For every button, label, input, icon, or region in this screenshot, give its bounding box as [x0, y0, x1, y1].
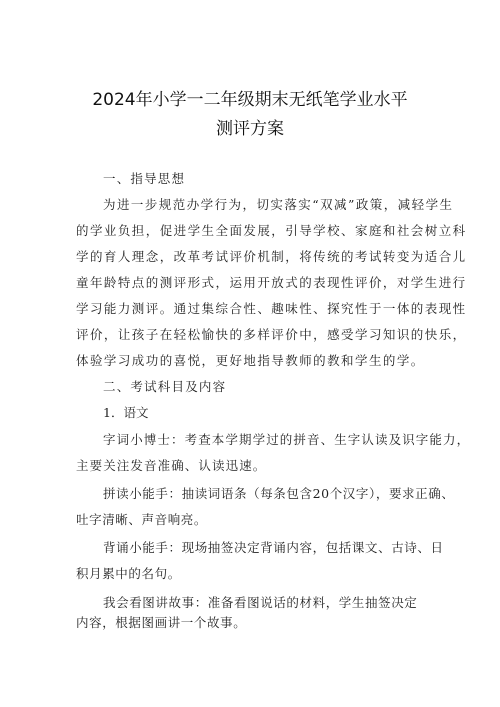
section-heading-guiding-thought: 一、指导思想 [103, 171, 186, 186]
paragraph-line: 评价，让孩子在轻松愉快的多样评价中，感受学习知识的快乐， [76, 327, 467, 342]
paragraph-line: 积月累中的名句。 [76, 566, 181, 581]
paragraph-line: 童年龄特点的测评形式，运用开放式的表现性评价，对学生进行 [76, 275, 467, 290]
paragraph-line: 字词小博士：考查本学期学过的拼音、生字认读及识字能力， [103, 432, 471, 447]
section-heading-exam-subjects: 二、考试科目及内容 [103, 379, 227, 394]
document-title-line-2: 测评方案 [216, 119, 284, 139]
paragraph-line: 学的育人理念，改革考试评价机制，将传统的考试转变为适合儿 [76, 249, 467, 264]
paragraph-line: 的学业负担，促进学生全面发展，引导学校、家庭和社会树立科 [76, 223, 467, 238]
paragraph-line: 背诵小能手：现场抽签决定背诵内容，包括课文、古诗、日 [103, 540, 444, 555]
paragraph-line: 我会看图讲故事：准备看图说话的材料，学生抽签决定 [103, 595, 418, 610]
paragraph-line: 为进一步规范办学行为，切实落实“双减”政策，减轻学生 [103, 197, 454, 212]
sub-heading-chinese: 1．语文 [103, 405, 149, 420]
paragraph-line: 体验学习成功的喜悦，更好地指导教师的教和学生的学。 [76, 353, 425, 368]
document-title-line-1: 2024年小学一二年级期末无纸笔学业水平 [92, 90, 408, 110]
paragraph-line: 学习能力测评。通过集综合性、趣味性、探究性于一体的表现性 [76, 301, 467, 316]
paragraph-line: 吐字清晰、声音响亮。 [76, 512, 208, 527]
paragraph-line: 拼读小能手：抽读词语条（每条包含20个汉字），要求正确、 [103, 486, 455, 501]
paragraph-line: 主要关注发音准确、认读迅速。 [76, 458, 267, 473]
paragraph-line: 内容，根据图画讲一个故事。 [76, 615, 247, 630]
